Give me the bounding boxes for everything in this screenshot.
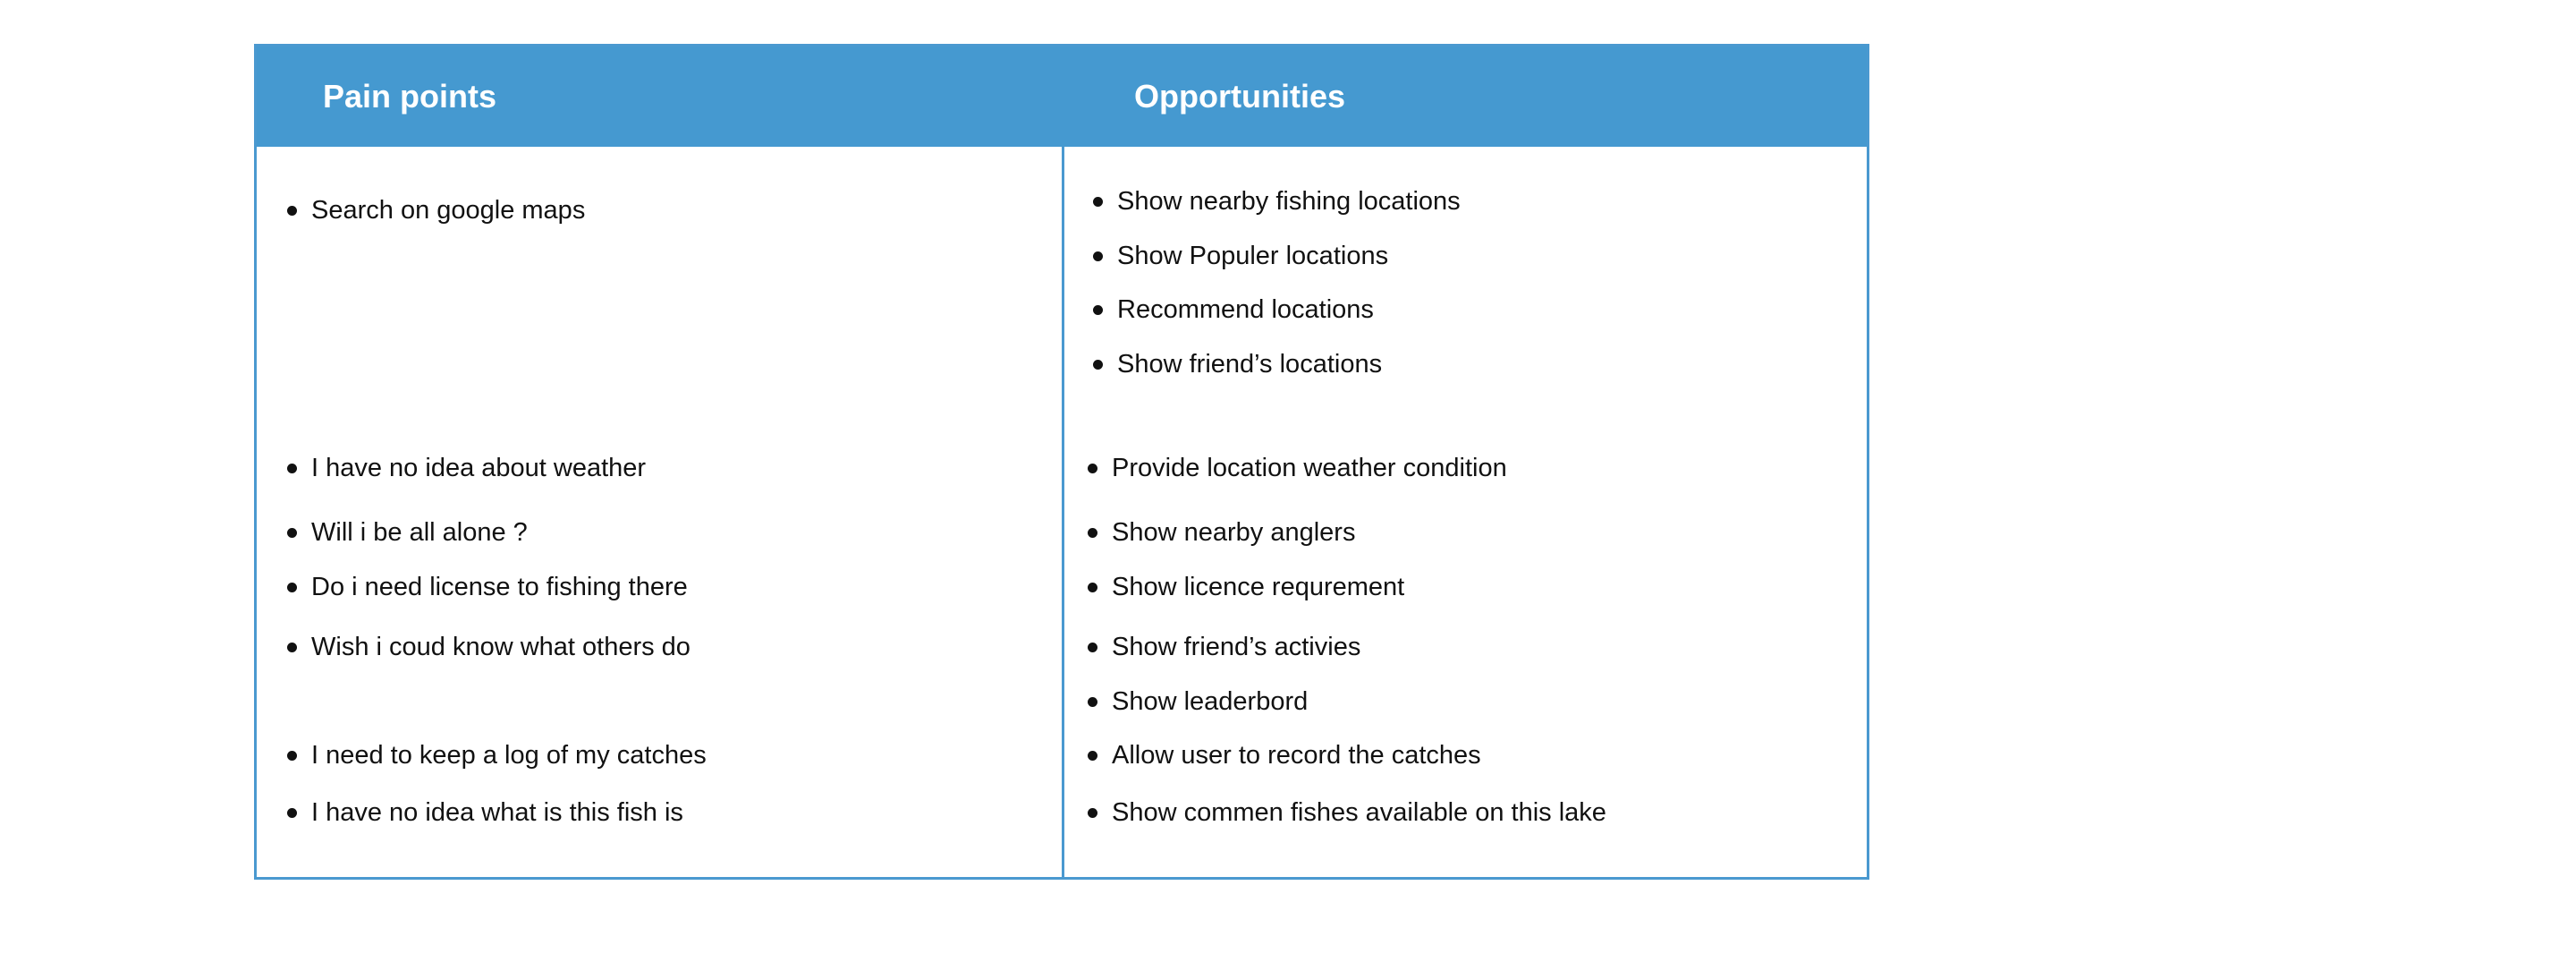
bullet-icon xyxy=(287,751,297,761)
bullet-icon xyxy=(287,528,297,538)
bullet-icon xyxy=(1093,197,1103,207)
bullet-icon xyxy=(1088,583,1097,592)
bullet-icon xyxy=(1088,528,1097,538)
opportunity-text: Show nearby fishing locations xyxy=(1117,187,1461,216)
bullet-icon xyxy=(287,464,297,473)
bullet-icon xyxy=(287,808,297,818)
opportunity-text: Show licence requrement xyxy=(1112,573,1405,601)
column-divider xyxy=(1062,147,1064,877)
pain-point-text: I need to keep a log of my catches xyxy=(311,741,707,770)
bullet-icon xyxy=(1093,305,1103,315)
pain-point-text: Do i need license to fishing there xyxy=(311,573,688,601)
bullet-icon xyxy=(1088,808,1097,818)
opportunity-text: Allow user to record the catches xyxy=(1112,741,1481,770)
opportunity-text: Show Populer locations xyxy=(1117,242,1389,270)
opportunity-text: Show friend’s activies xyxy=(1112,633,1361,661)
bullet-icon xyxy=(287,206,297,216)
opportunity-text: Show commen fishes available on this lake xyxy=(1112,798,1606,827)
pain-point-text: Wish i coud know what others do xyxy=(311,633,691,661)
bullet-icon xyxy=(1093,251,1103,261)
pain-points-opportunities-table xyxy=(254,44,1869,880)
opportunities-heading: Opportunities xyxy=(1134,78,1345,115)
opportunity-text: Show friend’s locations xyxy=(1117,350,1383,379)
opportunity-text: Show leaderbord xyxy=(1112,687,1309,716)
pain-point-text: Search on google maps xyxy=(311,196,586,225)
pain-point-text: Will i be all alone ? xyxy=(311,518,528,547)
bullet-icon xyxy=(287,643,297,652)
opportunity-text: Recommend locations xyxy=(1117,295,1374,324)
pain-point-text: I have no idea what is this fish is xyxy=(311,798,683,827)
pain-points-heading: Pain points xyxy=(323,78,497,115)
opportunity-text: Show nearby anglers xyxy=(1112,518,1356,547)
opportunity-text: Provide location weather condition xyxy=(1112,454,1507,482)
bullet-icon xyxy=(1093,360,1103,370)
bullet-icon xyxy=(287,583,297,592)
bullet-icon xyxy=(1088,697,1097,707)
table-header xyxy=(257,47,1867,147)
bullet-icon xyxy=(1088,464,1097,473)
bullet-icon xyxy=(1088,643,1097,652)
bullet-icon xyxy=(1088,751,1097,761)
pain-point-text: I have no idea about weather xyxy=(311,454,647,482)
